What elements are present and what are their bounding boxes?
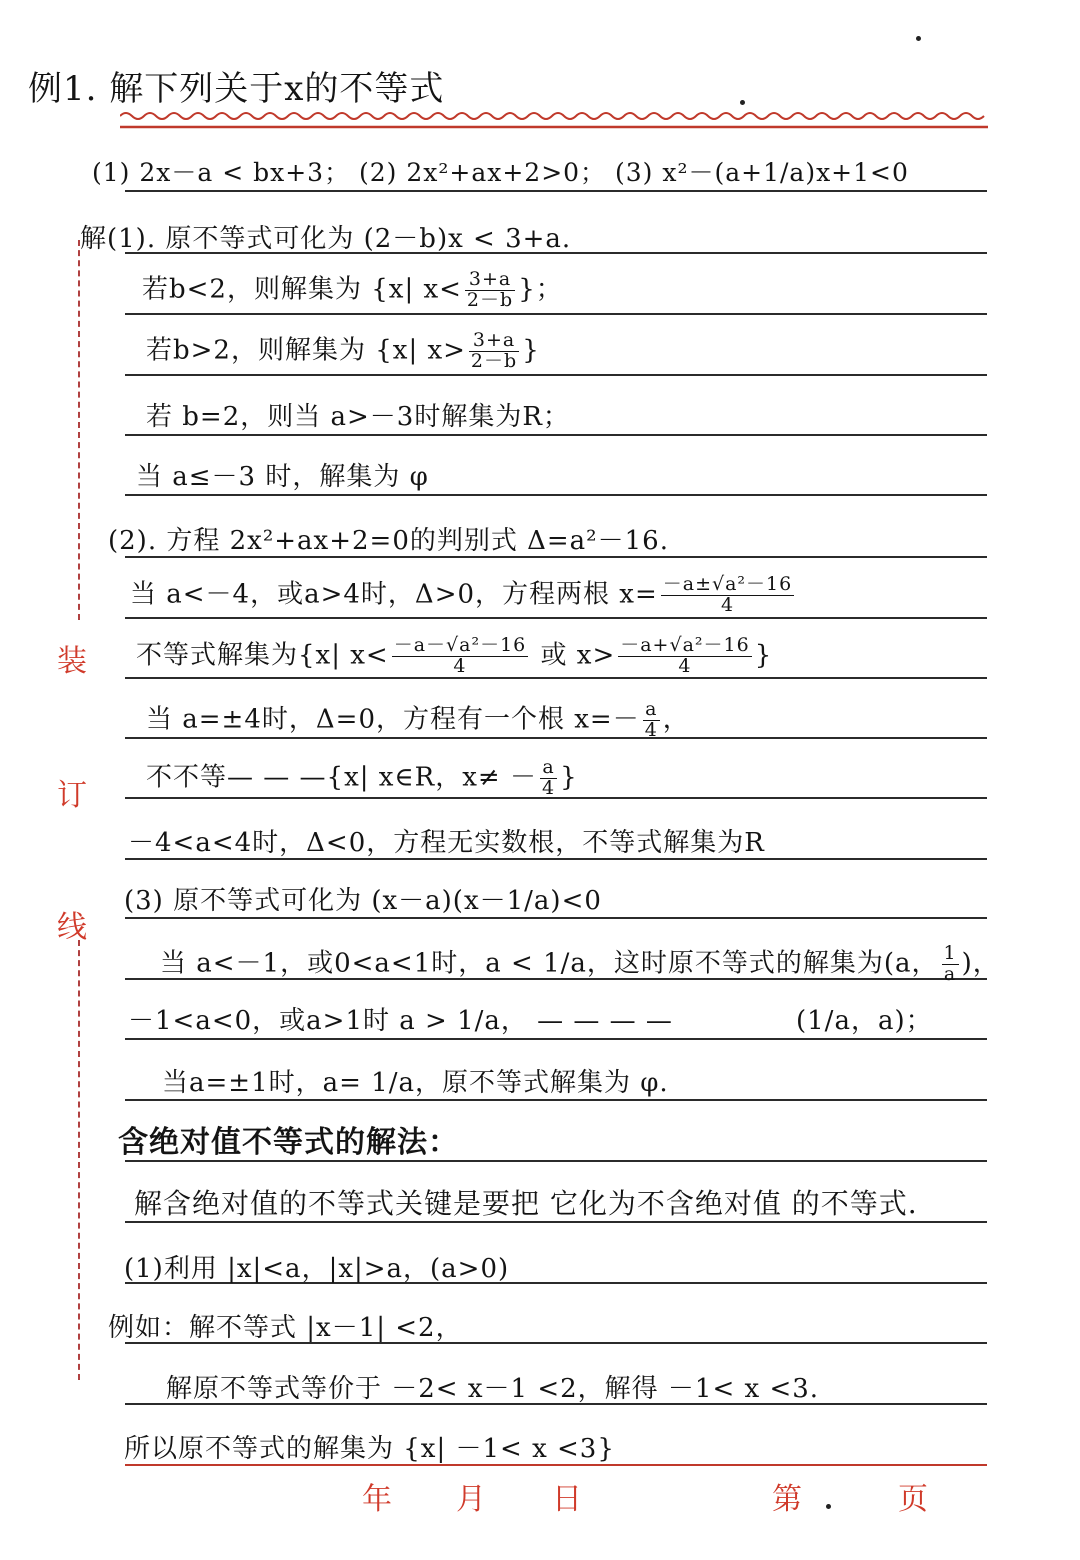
sol3-line1: (3) 原不等式可化为 (x－a)(x－1/a)<0 [124, 886, 602, 916]
sol1-line3-post: } [522, 335, 540, 366]
fraction [618, 636, 751, 677]
ruled-line [125, 858, 987, 860]
sol1-line5: 当 a≤－3 时，解集为 φ [136, 462, 429, 492]
sol2-line3-mid: 或 x> [531, 640, 616, 671]
ruled-line [125, 1099, 987, 1101]
example-result: 所以原不等式的解集为 {x| －1< x <3} [124, 1434, 615, 1464]
fraction-numerator: a [643, 700, 660, 721]
ruled-line [125, 617, 987, 619]
sol2-line2 [130, 575, 797, 616]
fraction-denominator: 4 [644, 718, 658, 741]
footer-day: 日 [552, 1482, 582, 1517]
fraction-denominator: 4 [720, 593, 735, 616]
example-title: 例1. 解下列关于x的不等式 [28, 69, 445, 109]
footer-page-number-label: 第 [772, 1482, 802, 1517]
sol2-line5 [146, 758, 578, 799]
sol2-line4-pre: 当 a=±4时，Δ=0，方程有一个根 x=－ [146, 704, 640, 735]
fraction-denominator: 4 [453, 654, 467, 677]
fraction-denominator: 4 [541, 776, 556, 799]
ink-dot [826, 1504, 831, 1509]
ruled-line [125, 917, 987, 919]
sol1-line2-post: }； [518, 274, 563, 305]
ruled-line [125, 677, 987, 679]
decorative-wave-border [120, 108, 988, 130]
footer-month: 月 [456, 1482, 486, 1517]
sol1-line2-pre: 若b<2，则解集为 {x| x< [142, 274, 462, 305]
sol2-line1: (2). 方程 2x²+ax+2=0的判别式 Δ=a²－16. [108, 526, 669, 556]
sol2-line5-pre: 不不等— — —{x| x∈R，x≠ － [146, 762, 537, 793]
fraction [392, 636, 529, 677]
fraction-denominator: a [943, 962, 957, 985]
sol1-line1: 解(1). 原不等式可化为 (2－b)x < 3+a. [80, 224, 572, 254]
ink-dot [916, 36, 921, 41]
sol2-line5-post: } [560, 762, 578, 793]
fraction-numerator: －a+√a²－16 [620, 634, 750, 656]
ruled-line [125, 1160, 987, 1162]
fraction-denominator: 2－b [466, 288, 514, 311]
ruled-line [125, 556, 987, 558]
sol1-line2 [142, 270, 563, 311]
sol2-line6: －4<a<4时，Δ<0，方程无实数根，不等式解集为R [128, 828, 765, 858]
ink-dot [740, 100, 745, 105]
binding-dashed-line [78, 240, 80, 620]
fraction-denominator: 4 [678, 654, 692, 677]
ruled-line [125, 374, 987, 376]
fraction [465, 270, 515, 311]
sol1-line3 [146, 331, 540, 372]
binding-dashed-line [78, 940, 80, 1380]
fraction-numerator: －a－√a²－16 [393, 634, 527, 656]
binding-label-xian: 线 [57, 910, 87, 945]
section-item1: (1)利用 |x|<a，|x|>a，(a>0) [124, 1254, 510, 1284]
ruled-line [125, 1221, 987, 1223]
section-heading: 含绝对值不等式的解法： [118, 1125, 459, 1160]
binding-label-ding: 订 [57, 778, 87, 813]
fraction-denominator: 2－b [470, 349, 518, 372]
fraction-numerator: －a±√a²－16 [662, 573, 793, 595]
ruled-line [125, 190, 987, 192]
sol3-line2 [160, 944, 1000, 985]
ruled-line [125, 313, 987, 315]
ruled-line-bottom [125, 1464, 987, 1466]
fraction-numerator: a [540, 758, 557, 779]
sol1-line4: 若 b=2，则当 a>－3时解集为R； [146, 402, 570, 432]
sol2-line3 [136, 636, 772, 677]
problem-list: (1) 2x－a < bx+3； (2) 2x²+ax+2>0； (3) x²－(a+1/a)x+1<0 [92, 158, 909, 187]
ruled-line [125, 434, 987, 436]
sol1-line3-pre: 若b>2，则解集为 {x| x> [146, 335, 466, 366]
footer-year: 年 [362, 1482, 392, 1517]
example-label: 例如：解不等式 |x－1| <2， [108, 1313, 463, 1343]
sol3-line3: －1<a<0，或a>1时 a > 1/a， — — — — [128, 1006, 673, 1036]
ruled-line [125, 1038, 987, 1040]
fraction-numerator: 3+a [469, 331, 519, 352]
example-step: 解原不等式等价于 －2< x－1 <2，解得 －1< x <3. [166, 1374, 820, 1404]
sol3-line3-tail: (1/a，a)； [796, 1006, 933, 1036]
sol2-line3-pre: 不等式解集为{x| x< [136, 640, 389, 671]
fraction [469, 331, 519, 372]
fraction [540, 758, 557, 799]
sol3-line4: 当a=±1时，a= 1/a，原不等式解集为 φ. [162, 1068, 669, 1098]
sol2-line3-post: } [754, 640, 773, 671]
fraction [643, 700, 660, 741]
binding-label-zhuang: 装 [57, 644, 87, 679]
fraction [661, 575, 794, 616]
sol2-line4-post: ， [662, 704, 690, 735]
sol2-line2-pre: 当 a<－4，或a>4时，Δ>0，方程两根 x= [130, 579, 658, 610]
footer-page-label: 页 [898, 1482, 928, 1517]
fraction-numerator: 3+a [465, 270, 515, 291]
fraction-numerator: 1 [943, 942, 957, 964]
fraction [942, 944, 959, 985]
section-intro: 解含绝对值的不等式关键是要把 它化为不含绝对值 的不等式. [134, 1187, 918, 1220]
sol2-line4 [146, 700, 690, 741]
sol3-line2-post: )， [961, 948, 1000, 979]
ruled-line [125, 494, 987, 496]
sol3-line2-pre: 当 a<－1，或0<a<1时，a < 1/a，这时原不等式的解集为(a， [160, 948, 939, 979]
